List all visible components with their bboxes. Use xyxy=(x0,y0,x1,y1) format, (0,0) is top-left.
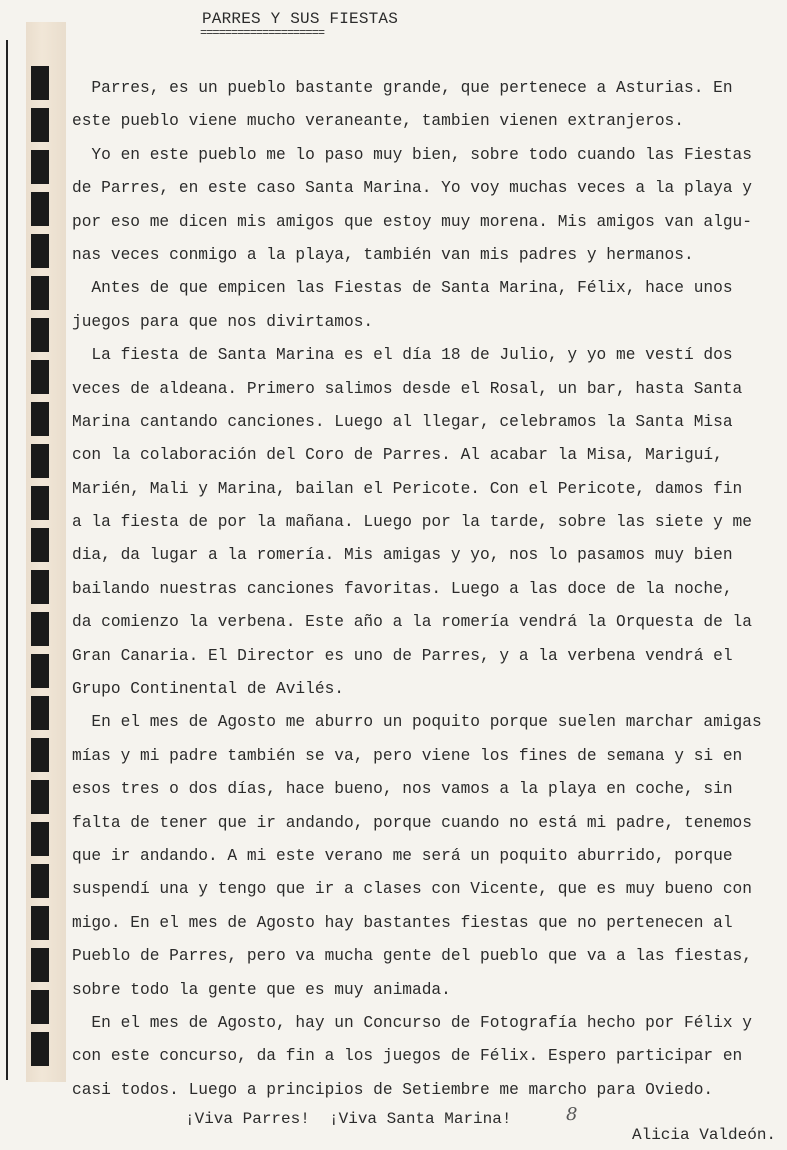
text-line: bailando nuestras canciones favoritas. Luego a las doce de la noche, xyxy=(72,579,733,598)
text-line: Marina cantando canciones. Luego al llegar, celebramos la Santa Misa xyxy=(72,412,733,431)
text-line: Yo en este pueblo me lo paso muy bien, sobre todo cuando las Fiestas xyxy=(72,145,752,164)
film-strip xyxy=(31,66,49,1070)
text-line: con este concurso, da fin a los juegos de Félix. Espero participar en xyxy=(72,1047,743,1066)
film-hole xyxy=(31,1032,49,1066)
text-line: suspendí una y tengo que ir a clases con Vicente, que es muy bueno con xyxy=(72,880,752,899)
film-hole xyxy=(31,780,49,814)
text-line: En el mes de Agosto me aburro un poquito porque suelen marchar amigas xyxy=(72,713,762,732)
text-line: casi todos. Luego a principios de Setiembre me marcho para Oviedo. xyxy=(72,1080,714,1099)
author-signature: Alicia Valdeón. xyxy=(632,1126,777,1144)
film-hole xyxy=(31,108,49,142)
title-underline: ==================== xyxy=(200,26,325,40)
film-hole xyxy=(31,150,49,184)
text-line: nas veces conmigo a la playa, también van mis padres y hermanos. xyxy=(72,245,694,264)
film-hole xyxy=(31,612,49,646)
film-hole xyxy=(31,654,49,688)
film-hole xyxy=(31,906,49,940)
text-line: dia, da lugar a la romería. Mis amigas y yo, nos lo pasamos muy bien xyxy=(72,546,733,565)
film-hole xyxy=(31,444,49,478)
text-line: por eso me dicen mis amigos que estoy muy morena. Mis amigos van algu- xyxy=(72,212,752,231)
text-line: Gran Canaria. El Director es uno de Parres, y a la verbena vendrá el xyxy=(72,646,733,665)
film-hole xyxy=(31,696,49,730)
document-title: PARRES Y SUS FIESTAS xyxy=(202,10,399,28)
text-line: sobre todo la gente que es muy animada. xyxy=(72,980,451,999)
film-hole xyxy=(31,66,49,100)
text-line: Parres, es un pueblo bastante grande, que pertenece a Asturias. En xyxy=(72,79,733,97)
text-line: juegos para que nos divirtamos. xyxy=(72,312,374,331)
text-line: Antes de que empicen las Fiestas de Santa Marina, Félix, hace unos xyxy=(72,279,733,298)
text-line: Pueblo de Parres, pero va mucha gente del pueblo que va a las fiestas, xyxy=(72,947,752,966)
film-hole xyxy=(31,402,49,436)
text-line: migo. En el mes de Agosto hay bastantes fiestas que no pertenecen al xyxy=(72,913,733,932)
page-number: 8 xyxy=(566,1104,578,1125)
text-line: esos tres o dos días, hace bueno, nos vamos a la playa en coche, sin xyxy=(72,780,733,799)
film-hole xyxy=(31,570,49,604)
film-hole xyxy=(31,990,49,1024)
film-hole xyxy=(31,192,49,226)
film-hole xyxy=(31,948,49,982)
page-border-line xyxy=(6,40,8,1080)
text-line: mías y mi padre también se va, pero viene los fines de semana y si en xyxy=(72,746,743,765)
text-line: falta de tener que ir andando, porque cuando no está mi padre, tenemos xyxy=(72,813,752,832)
text-line: a la fiesta de por la mañana. Luego por la tarde, sobre las siete y me xyxy=(72,513,752,532)
film-hole xyxy=(31,234,49,268)
film-hole xyxy=(31,738,49,772)
text-line: que ir andando. A mi este verano me será un poquito aburrido, porque xyxy=(72,846,733,865)
text-line: En el mes de Agosto, hay un Concurso de Fotografía hecho por Félix y xyxy=(72,1013,752,1032)
text-line: veces de aldeana. Primero salimos desde el Rosal, un bar, hasta Santa xyxy=(72,379,743,398)
film-hole xyxy=(31,318,49,352)
document-body xyxy=(72,72,777,1107)
text-line: este pueblo viene mucho veraneante, tambien vienen extranjeros. xyxy=(72,112,684,131)
film-hole xyxy=(31,822,49,856)
text-line: de Parres, en este caso Santa Marina. Yo voy muchas veces a la playa y xyxy=(72,179,752,198)
film-hole xyxy=(31,360,49,394)
text-line: con la colaboración del Coro de Parres. Al acabar la Misa, Mariguí, xyxy=(72,446,723,465)
text-line: Marién, Mali y Marina, bailan el Pericote. Con el Pericote, damos fin xyxy=(72,479,743,498)
text-line: La fiesta de Santa Marina es el día 18 de Julio, y yo me vestí dos xyxy=(72,346,733,365)
film-hole xyxy=(31,864,49,898)
film-hole xyxy=(31,528,49,562)
film-hole xyxy=(31,276,49,310)
text-line: da comienzo la verbena. Este año a la romería vendrá la Orquesta de la xyxy=(72,613,752,632)
film-hole xyxy=(31,486,49,520)
signoff: ¡Viva Parres! ¡Viva Santa Marina! xyxy=(185,1110,512,1128)
text-line: Grupo Continental de Avilés. xyxy=(72,680,344,699)
